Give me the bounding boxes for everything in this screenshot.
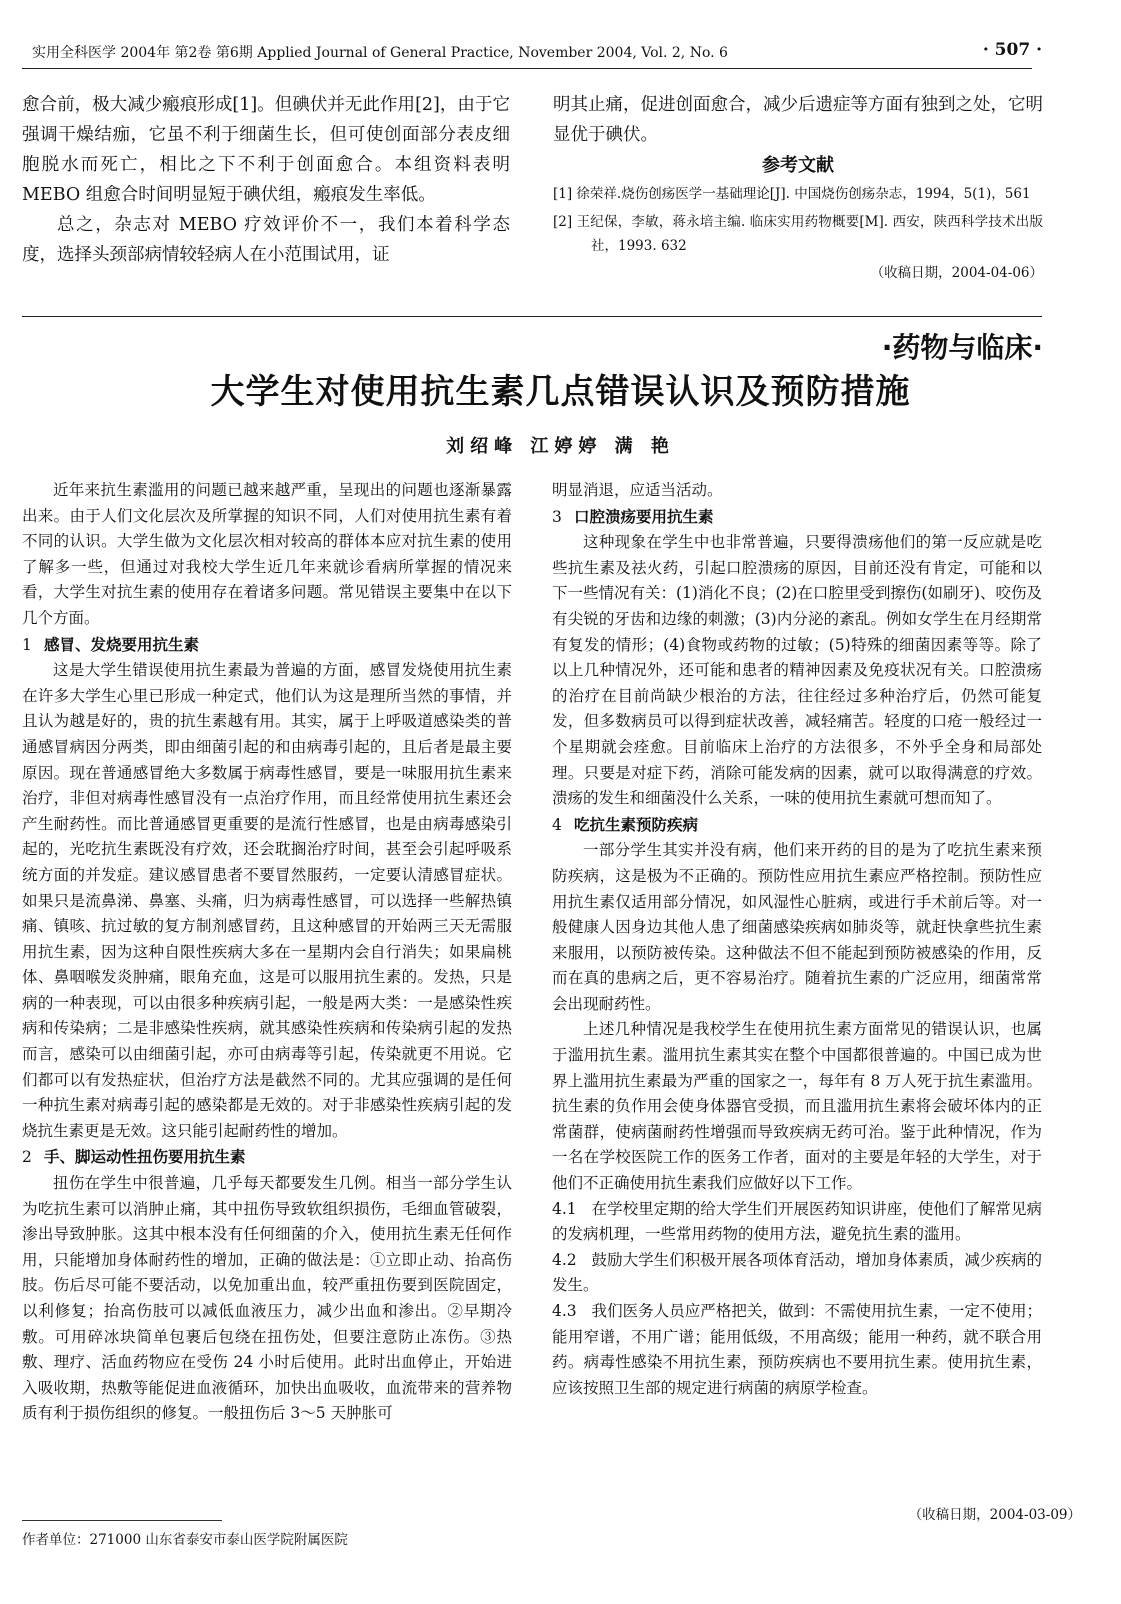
prev-paragraph: 愈合前，极大减少瘢痕形成[1]。但碘伏并无此作用[2]，由于它强调干燥结痂，它虽不利于细菌生长，但可使创面部分表皮细胞脱水而死亡，相比之下不利于创面愈合。本组资料表明 MEBO 组愈合时间明显短于碘伏组，瘢痕发生率低。 <box>22 95 510 205</box>
item-text: 在学校里定期的给大学生们开展医药知识讲座，使他们了解常见病的发病机理，一些常用药物的使用方法，避免抗生素的滥用。 <box>552 1199 1042 1244</box>
footnote-rule <box>22 1520 222 1521</box>
body-paragraph: 近年来抗生素滥用的问题已越来越严重，呈现出的问题也逐渐暴露出来。由于人们文化层次及所掌握的知识不同，人们对使用抗生素有着不同的认识。大学生做为文化层次相对较高的群体本应对抗生素的使用了解多一些，但通过对我校大学生近几年来就诊看病所掌握的情况来看，大学生对抗生素的使用存在着诸多问题。常见错误主要集中在以下几个方面。 <box>22 481 512 627</box>
numbered-item <box>552 1299 1042 1401</box>
body-paragraph: 扭伤在学生中很普遍，几乎每天都要发生几例。相当一部分学生认为吃抗生素可以消肿止痛，其中扭伤导致软组织损伤，毛细血管破裂，渗出导致肿胀。这其中根本没有任何细菌的介入，使用抗生素无任何作用，只能增加身体耐药性的增加，正确的做法是：①立即止动、抬高伤肢。伤后尽可能不要活动，以免加重出血，较严重扭伤要到医院固定，以利修复；抬高伤肢可以减低血液压力，减少出血和渗出。②早期冷敷。可用碎冰块简单包裹后包绕在扭伤处，但要注意防止冻伤。③热敷、理疗、活血药物应在受伤 24 小时后使用。此时出血停止，开始进入吸收期，热敷等能促进血液循环，加快出血吸收，血流带来的营养物质有利于损伤组织的修复。一般扭伤后 3～5 天肿胀可 <box>22 1174 512 1423</box>
article-divider <box>22 316 1042 317</box>
reference-item: [1] 徐荣祥.烧伤创疡医学一基础理论[J]. 中国烧伤创疡杂志，1994，5(1)，561 <box>553 186 1031 202</box>
body-paragraph: 这种现象在学生中也非常普遍，只要得溃疡他们的第一反应就是吃些抗生素及祛火药，引起口腔溃疡的原因，目前还没有肯定，可能和以下一些情况有关：(1)消化不良；(2)在口腔里受到擦伤(如刷牙)、咬伤及有尖锐的牙齿和边缘的刺激；(3)内分泌的紊乱。例如女学生在月经期常有复发的情形；(4)食物或药物的过敏；(5)特殊的细菌因素等等。除了以上几种情况外，还可能和患者的精神因素及免疫状况有关。口腔溃疡的治疗在目前尚缺少根治的方法，往往经过多种治疗后，仍然可能复发，但多数病员可以得到症状改善，减轻痛苦。轻度的口疮一般经过一个星期就会痊愈。目前临床上治疗的方法很多，不外乎全身和局部处理。只要是对症下药，消除可能发病的因素，就可以取得满意的疗效。溃疡的发生和细菌没什么关系，一味的使用抗生素就可想而知了。 <box>552 533 1043 808</box>
section-heading-text: 手、脚运动性扭伤要用抗生素 <box>44 1147 246 1167</box>
section-heading <box>22 1144 512 1171</box>
prev-paragraph: 明其止痛，促进创面愈合，减少后遗症等方面有独到之处，它明显优于碘伏。 <box>553 95 1043 145</box>
section-heading-text: 吃抗生素预防疾病 <box>574 814 699 834</box>
section-number: 3 <box>552 507 562 526</box>
section-number: 4 <box>552 815 562 834</box>
page-number: · 507 · <box>982 40 1042 60</box>
received-date: （收稿日期，2004-03-09） <box>908 1507 1081 1523</box>
header-rule <box>22 68 1032 69</box>
body-paragraph: 一部分学生其实并没有病，他们来开药的目的是为了吃抗生素来预防疾病，这是极为不正确的。预防性应用抗生素应严格控制。预防性应用抗生素仅适用部分情况，如风湿性心脏病，或进行手术前后等。对一般健康人因身边其他人患了细菌感染疾病如肺炎等，就赶快拿些抗生素来服用，以预防被传染。这种做法不但不能起到预防被感染的作用，反而在真的患病之后，更不容易治疗。随着抗生素的广泛应用，细菌常常会出现耐药性。 <box>552 841 1042 1013</box>
body-paragraph: 这是大学生错误使用抗生素最为普遍的方面，感冒发烧使用抗生素在许多大学生心里已形成一种定式，他们认为这是理所当然的事情，并且认为越是好的，贵的抗生素越有用。其实，属于上呼吸道感染类的普通感冒病因分两类，即由细菌引起的和由病毒引起的，且后者是最主要原因。现在普通感冒绝大多数属于病毒性感冒，要是一味服用抗生素来治疗，非但对病毒性感冒没有一点治疗作用，而且经常使用抗生素还会产生耐药性。而比普通感冒更重要的是流行性感冒，也是由病毒感染引起的，光吃抗生素既没有疗效，还会耽搁治疗时间，甚至会引起呼吸系统方面的并发症。建议感冒患者不要冒然服药，一定要认清感冒症状。如果只是流鼻涕、鼻塞、头痛，归为病毒性感冒，可以选择一些解热镇痛、镇咳、抗过敏的复方制剂感冒药，且这种感冒的开始两三天无需服用抗生素，因为这种自限性疾病大多在一星期内会自行消失；如果扁桃体、鼻咽喉发炎肿痛，眼角充血，这是可以服用抗生素的。发热，只是病的一种表现，可以由很多种疾病引起，一般是两大类：一是感染性疾病和传染病；二是非感染性疾病，就其感染性疾病和传染病引起的发热而言，感染可以由细菌引起，亦可由病毒等引起，传染就更不用说。它们都可以有发热症状，但治疗方法是截然不同的。尤其应强调的是任何一种抗生素对病毒引起的感染都是无效的。对于非感染性疾病引起的发烧抗生素更是无效。这只能引起耐药性的增加。 <box>22 661 512 1140</box>
article-authors: 刘绍峰 江婷婷 满 艳 <box>446 436 675 457</box>
section-number: 1 <box>22 635 32 654</box>
prev-paragraph: 总之，杂志对 MEBO 疗效评价不一，我们本着科学态度，选择头颈部病情较轻病人在小范围试用，证 <box>22 215 510 265</box>
section-heading-text: 口腔溃疡要用抗生素 <box>574 506 714 526</box>
section-heading <box>552 812 1042 839</box>
prev-article-right-column <box>553 90 1043 284</box>
section-tag: ·药物与临床· <box>881 331 1043 364</box>
article-title: 大学生对使用抗生素几点错误认识及预防措施 <box>210 372 911 412</box>
numbered-item <box>552 1197 1042 1248</box>
item-number: 4.1 <box>552 1199 577 1218</box>
section-heading <box>22 632 512 659</box>
prev-article-left-column <box>22 90 510 270</box>
item-number: 4.2 <box>552 1250 577 1269</box>
section-heading-text: 感冒、发烧要用抗生素 <box>44 634 200 654</box>
journal-header: 实用全科医学 2004年 第2卷 第6期 Applied Journal of General Practice, November 2004, Vol. 2, No. 6 <box>32 45 728 61</box>
item-number: 4.3 <box>552 1302 577 1320</box>
section-heading <box>552 504 1042 531</box>
item-text: 我们医务人员应严格把关，做到：不需使用抗生素，一定不使用；能用窄谱，不用广谱；能用低级，不用高级；能用一种药，就不联合用药。病毒性感染不用抗生素，预防疾病也不要用抗生素。使用抗生素，应该按照卫生部的规定进行病菌的病原学检查。 <box>552 1302 1042 1397</box>
item-text: 鼓励大学生们积极开展各项体育活动，增加身体素质，减少疾病的发生。 <box>552 1250 1042 1295</box>
author-affiliation-footnote: 作者单位：271000 山东省泰安市泰山医学院附属医院 <box>22 1532 348 1548</box>
running-header <box>22 40 1102 64</box>
numbered-item <box>552 1248 1042 1299</box>
article-right-column <box>552 478 1042 1401</box>
body-paragraph: 上述几种情况是我校学生在使用抗生素方面常见的错误认识，也属于滥用抗生素。滥用抗生素其实在整个中国都很普遍的。中国已成为世界上滥用抗生素最为严重的国家之一，每年有 8 万人死于抗生素滥用。抗生素的负作用会使身体器官受损，而且滥用抗生素将会破坏体内的正常菌群，使病菌耐药性增强而导致疾病无药可治。鉴于此种情况，作为一名在学校医院工作的医务工作者，面对的主要是年轻的大学生，对于他们不正确使用抗生素我们应做好以下工作。 <box>552 1020 1042 1193</box>
article-left-column <box>22 478 512 1427</box>
section-number: 2 <box>22 1148 32 1167</box>
body-paragraph: 明显消退，应适当活动。 <box>552 481 723 499</box>
references-title: 参考文献 <box>762 155 834 176</box>
reference-item: [2] 王纪保，李敏，蒋永培主编. 临床实用药物概要[M]. 西安，陕西科学技术出版社，1993. 632 <box>553 214 1043 254</box>
received-date: （收稿日期，2004-04-06） <box>870 265 1043 281</box>
